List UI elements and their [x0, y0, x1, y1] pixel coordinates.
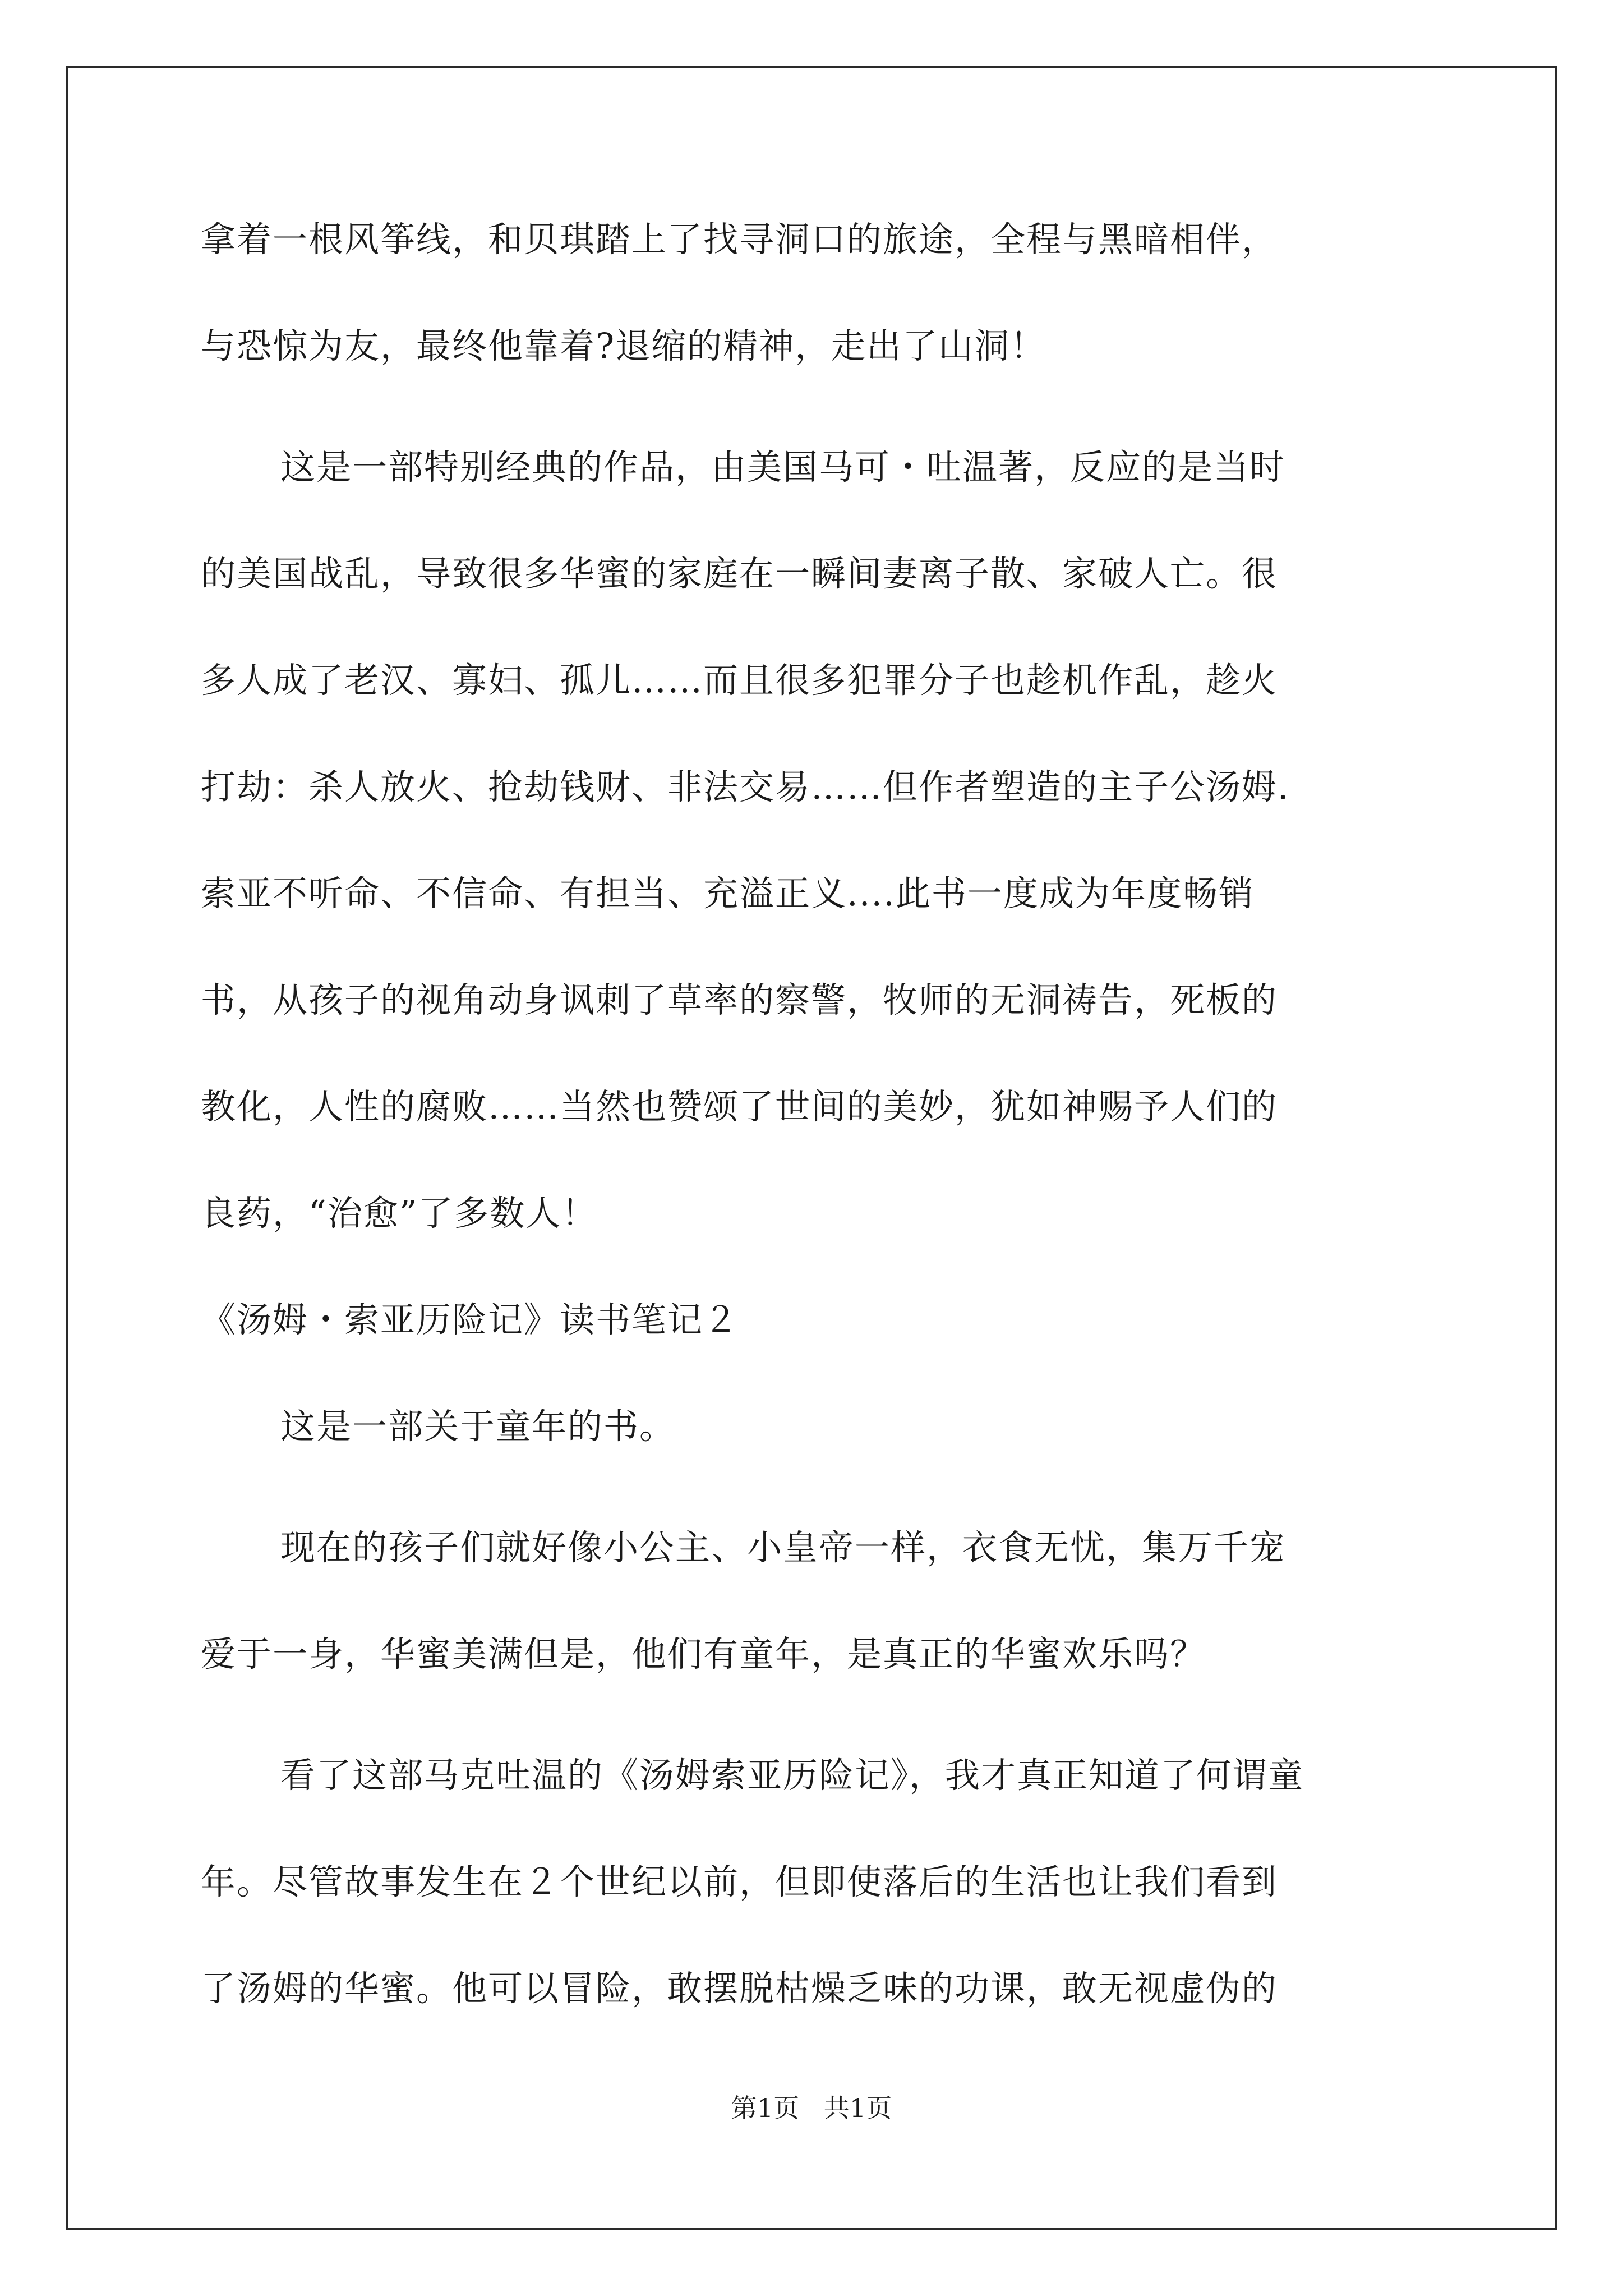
paragraph-line: 教化，人性的腐败……当然也赞颂了世间的美妙，犹如神赐予人们的 — [201, 1086, 1278, 1127]
paragraph-line: 多人成了老汉、寡妇、孤儿……而且很多犯罪分子也趁机作乱，趁火 — [201, 660, 1278, 701]
page-border — [66, 66, 1557, 2230]
paragraph-line: 这是一部关于童年的书。 — [280, 1406, 676, 1447]
paragraph-line: 索亚不听命、不信命、有担当、充溢正义....此书一度成为年度畅销 — [201, 873, 1255, 914]
section-heading: 《汤姆・索亚历险记》读书笔记２ — [201, 1299, 740, 1340]
paragraph-line: 年。尽管故事发生在２个世纪以前，但即使落后的生活也让我们看到 — [201, 1861, 1278, 1902]
paragraph-line: 这是一部特别经典的作品，由美国马可・吐温著，反应的是当时 — [280, 447, 1286, 487]
paragraph-line: 了汤姆的华蜜。他可以冒险，敢摆脱枯燥乏味的功课，敢无视虚伪的 — [201, 1968, 1278, 2009]
paragraph-line: 爱于一身，华蜜美满但是，他们有童年，是真正的华蜜欢乐吗？ — [201, 1634, 1206, 1674]
paragraph-line: 拿着一根风筝线，和贝琪踏上了找寻洞口的旅途，全程与黑暗相伴， — [201, 219, 1278, 260]
paragraph-line: 书，从孩子的视角动身讽刺了草率的察警，牧师的无洞祷告，死板的 — [201, 979, 1278, 1020]
page-footer: 第1页 共1页 — [731, 2093, 892, 2123]
paragraph-line: 良药，“治愈”了多数人！ — [201, 1193, 598, 1234]
paragraph-line: 打劫：杀人放火、抢劫钱财、非法交易……但作者塑造的主子公汤姆. — [201, 766, 1290, 807]
paragraph-line: 的美国战乱，导致很多华蜜的家庭在一瞬间妻离子散、家破人亡。很 — [201, 553, 1278, 594]
paragraph-line: 与恐惊为友，最终他靠着?退缩的精神，走出了山洞！ — [201, 325, 1046, 366]
paragraph-line: 看了这部马克吐温的《汤姆索亚历险记》，我才真正知道了何谓童 — [280, 1755, 1304, 1796]
paragraph-line: 现在的孩子们就好像小公主、小皇帝一样，衣食无忧，集万千宠 — [280, 1527, 1286, 1568]
